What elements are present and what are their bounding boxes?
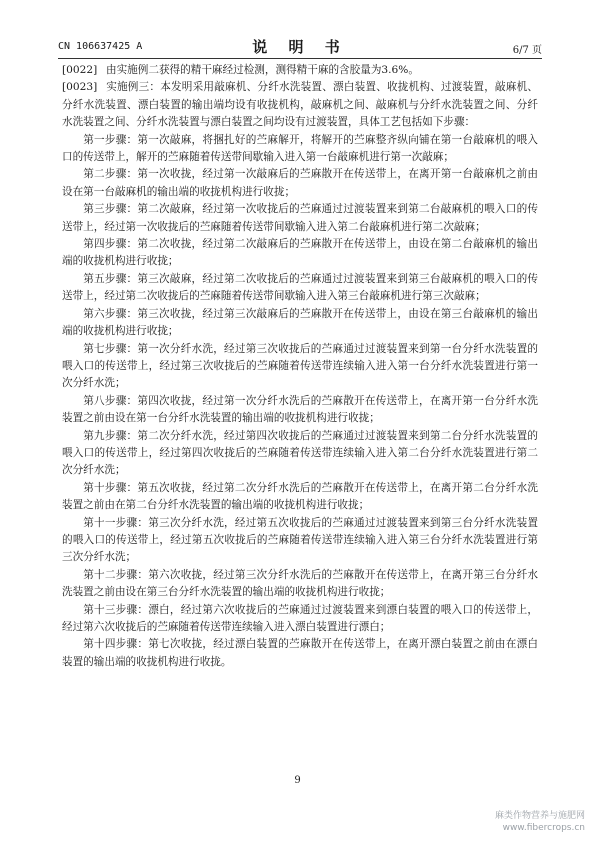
paragraph-0023 bbox=[62, 79, 538, 131]
step-paragraph: 第七步骤：第一次分纤水洗，经过第三次收拢后的苎麻通过过渡装置来到第一台分纤水洗装置的喂入口的传送带上，经过第三次收拢后的苎麻随着传送带连续输入进入第一台分纤水洗装置进行第一次分纤水洗； bbox=[62, 342, 538, 390]
page-number: 9 bbox=[294, 775, 301, 786]
step-paragraph: 第六步骤：第三次收拢，经过第三次敲麻后的苎麻散开在传送带上，由设在第三台敲麻机的输出端的收拢机构进行收拢； bbox=[62, 307, 538, 338]
step-paragraph: 第一步骤：第一次敲麻，将捆扎好的苎麻解开，将解开的苎麻整齐纵向铺在第一台敲麻机的喂入口的传送带上，解开的苎麻随着传送带间歇输入进入第一台敲麻机进行第一次敲麻； bbox=[62, 133, 538, 164]
step-paragraph: 第三步骤：第二次敲麻，经过第一次收拢后的苎麻通过过渡装置来到第二台敲麻机的喂入口的传送带上，经过第一次收拢后的苎麻随着传送带间歇输入进入第二台敲麻机进行第二次敲麻； bbox=[62, 203, 538, 233]
patent-number: CN 106637425 A bbox=[58, 41, 143, 52]
document-title: 说 明 书 bbox=[252, 38, 348, 56]
step-paragraph: 第十步骤：第五次收拢，经过第二次分纤水洗后的苎麻散开在传送带上，在离开第二台分纤水洗装置之前由在第二台分纤水洗装置的输出端的收拢机构进行收拢； bbox=[62, 481, 538, 512]
page-reference: 6/7 页 bbox=[512, 45, 542, 56]
step-paragraph: 第十三步骤：漂白，经过第六次收拢后的苎麻通过过渡装置来到漂白装置的喂入口的传送带上，经过第六次收拢后的苎麻随着传送带连续输入进入漂白装置进行漂白； bbox=[62, 603, 538, 633]
step-paragraph: 第九步骤：第二次分纤水洗，经过第四次收拢后的苎麻通过过渡装置来到第二台分纤水洗装置的喂入口的传送带上，经过第四次收拢后的苎麻随着传送带连续输入进入第二台分纤水洗装置进行第二次分纤水洗； bbox=[62, 429, 538, 477]
step-paragraph: 第四步骤：第二次收拢，经过第二次敲麻后的苎麻散开在传送带上，由设在第二台敲麻机的输出端的收拢机构进行收拢； bbox=[62, 238, 538, 268]
step-paragraph: 第八步骤：第四次收拢，经过第一次分纤水洗后的苎麻散开在传送带上，在离开第一台分纤水洗装置之前由设在第一台分纤水洗装置的输出端的收拢机构进行收拢； bbox=[62, 394, 538, 425]
paragraph-text: 由实施例二获得的精干麻经过检测，测得精干麻的含胶量为3.6%。 bbox=[106, 64, 419, 76]
step-paragraph: 第十二步骤：第六次收拢，经过第三次分纤水洗后的苎麻散开在传送带上，在离开第三台分纤水洗装置之前由设在第三台分纤水洗装置的输出端的收拢机构进行收拢； bbox=[62, 568, 538, 599]
paragraph-0022 bbox=[62, 62, 538, 79]
paragraph-number: [0023] bbox=[62, 81, 98, 94]
step-paragraph: 第十一步骤：第三次分纤水洗，经过第五次收拢后的苎麻通过过渡装置来到第三台分纤水洗装置的喂入口的传送带上，经过第五次收拢后的苎麻随着传送带连续输入进入第三台分纤水洗装置进行第三次分纤水洗； bbox=[62, 516, 538, 564]
site-watermark bbox=[495, 810, 585, 834]
document-body bbox=[62, 62, 538, 671]
step-paragraph: 第五步骤：第三次敲麻，经过第二次收拢后的苎麻通过过渡装置来到第三台敲麻机的喂入口的传送带上，经过第二次收拢后的苎麻随着传送带间歇输入进入第三台敲麻机进行第三次敲麻； bbox=[62, 272, 538, 303]
watermark-site-name: 麻类作物营养与施肥网 bbox=[494, 811, 585, 821]
watermark-url: www.fibercrops.cn bbox=[502, 823, 585, 833]
step-paragraph: 第二步骤：第一次收拢，经过第一次敲麻后的苎麻散开在传送带上，在离开第一台敲麻机之前由设在第一台敲麻机的输出端的收拢机构进行收拢； bbox=[62, 168, 538, 198]
paragraph-number: [0022] bbox=[62, 64, 98, 76]
paragraph-text: 实施例三：本发明采用敲麻机、分纤水洗装置、漂白装置、收拢机构、过渡装置，敲麻机、分纤水洗装置、漂白装置的输出端均设有收拢机构，敲麻机之间、敲麻机与分纤水洗装置之间、分纤水洗装置之间、分纤水洗装置与漂白装置之间均设有过渡装置，具体工艺包括如下步骤： bbox=[62, 81, 538, 129]
step-paragraph: 第十四步骤：第七次收拢，经过漂白装置的苎麻散开在传送带上，在离开漂白装置之前由在漂白装置的输出端的收拢机构进行收拢。 bbox=[62, 638, 538, 668]
page-header bbox=[58, 36, 542, 59]
